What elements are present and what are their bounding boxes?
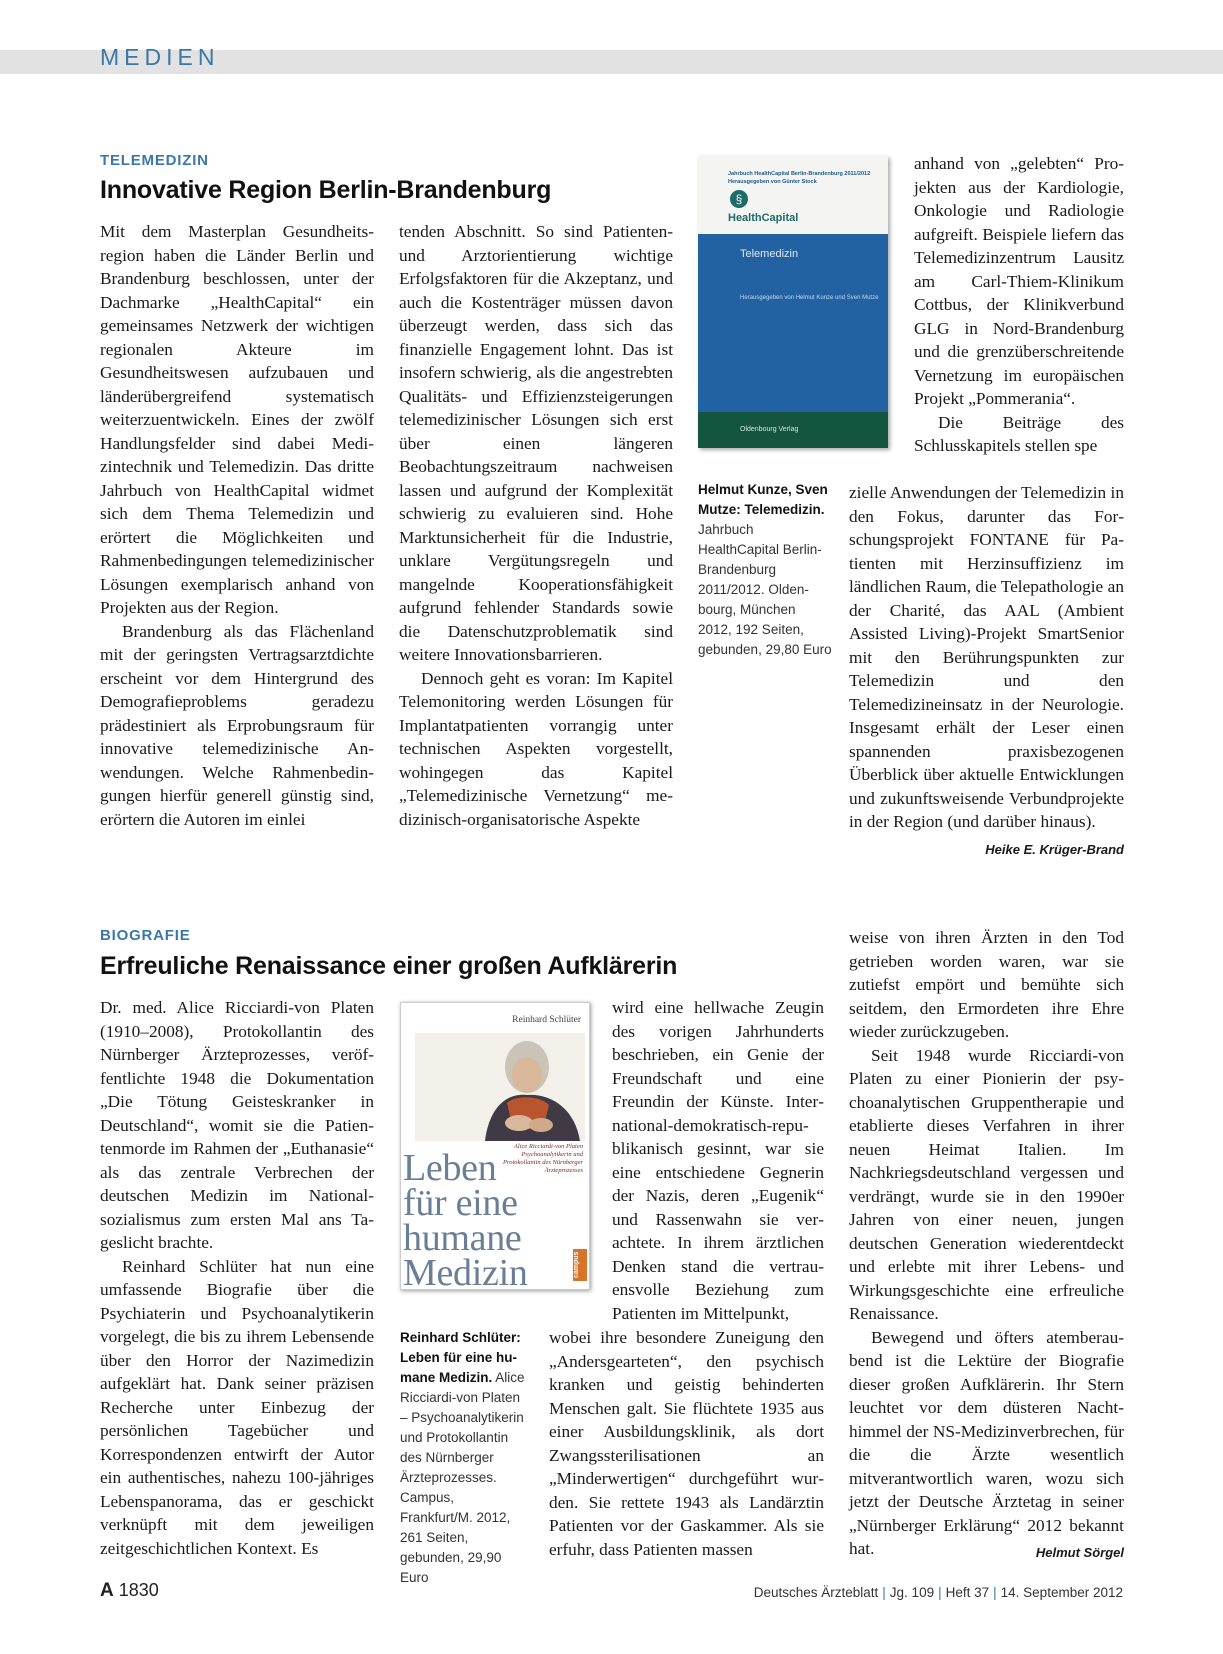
cover-yearbook-text: Jahrbuch HealthCapital Berlin-Brandenburg 2011/2012 Herausgegeben von Günter Stock — [728, 171, 871, 185]
book-cover-telemedizin — [698, 156, 888, 448]
cover-title-line: humane — [403, 1217, 522, 1259]
article1-headline: Innovative Region Berlin-Brandenburg — [100, 176, 552, 204]
article1-column-3-top — [914, 152, 1124, 458]
cover-editors: Herausgegeben von Helmut Kunze und Sven Mutze — [740, 295, 879, 301]
caption-title: Reinhard Schlüter: Leben für eine humane Medizin. — [400, 1330, 521, 1385]
paragraph-text: Bewegend und öfters atemberaubend ist die Lektüre der Biografie dieser großen Aufklärerin. Ihr Stern leuchtet vor dem düsteren Nachthimmel der NS-Medizinverbrechen, für die die Ärzte wesentlich mitverantwortlich waren, wozu sich jetzt der Deutsche Ärztetag in seiner „Nürnberger Erklärung“ 2012 bekannt hat. — [849, 1327, 1124, 1558]
journal-volume: Jg. 109 — [889, 1585, 935, 1600]
page-number — [100, 1580, 159, 1602]
article2-column-1 — [100, 996, 374, 1560]
author-signature: Heike E. Krüger-Brand — [985, 841, 1124, 857]
cover-title-line: für eine — [403, 1182, 518, 1224]
cover-title-line: Leben — [403, 1147, 497, 1189]
paragraph: Reinhard Schlüter hat nun eine umfassende Biografie über die Psychiaterin und Psychoanalytikerin vorgelegt, die bis zu ihrem Lebensende über den Horror der Nazimedizin aufgeklärt hat. Dank seiner präzisen Recherche unter Einbezug der persönlichen Tagebücher und Korrespondenzen entwirft der Autor ein authentisches, nahezu 100-jähriges Lebenspanorama, das er geschickt verknüpft mit dem jeweiligen zeitgeschichtlichen Kontext. Es — [100, 1256, 374, 1558]
paragraph-text: zielle Anwendungen der Telemedizin in den Fokus, darunter das Forschungsprojekt FONTANE für Patienten mit Herzinsuffizienz im ländlichen Raum, die Telepathologie an der Charité, das AAL (Ambient Assisted Living)-Projekt SmartSenior mit den Berührungspunkten zur Telemedizin und den Telemedizineinsatz in der Neurologie. Insgesamt erhält der Leser einen spannenden praxisbezogenen Überblick über aktuelle Entwicklungen und zukunftsweisende Verbundprojekte in der Region (und darüber hinaus). — [849, 483, 1124, 831]
article2-kicker: BIOGRAFIE — [100, 927, 191, 944]
paragraph: Seit 1948 wurde Ricciardi-von Platen zu einer Pionierin der psychoanalytischen Gruppentherapie und etablierte dieses Verfahren in ihrer neuen Heimat Italien. Im Nachkriegsdeutschland vergessen und verdrängt, wurde sie in den 1990er Jahren von einer neuen, jungen deutschen Generation wiederentdeckt und erlebte mit ihrer Lebens- und Wirkungsgeschichte eine erfreuliche Renaissance. — [849, 1045, 1124, 1323]
author-portrait-photo — [415, 1033, 585, 1141]
article1-column-2 — [399, 220, 673, 831]
cover-title-line: Medizin — [403, 1252, 528, 1290]
paragraph: wobei ihre besondere Zuneigung den „Andersgearteten“, den psychisch kranken und geistig behinderten Menschen galt. Sie flüchtete 1935 aus einer Ausbildungsklinik, als dort Zwangssterilisationen an „Minderwertigen“ durchgeführt wurden. Sie rettete 1943 als Landärztin Patienten vor der Gaskammer. Als sie erfuhr, dass Patienten massen — [549, 1328, 824, 1559]
caption-title: Helmut Kunze, Sven Mutze: Telemedizin. — [698, 482, 828, 517]
paragraph: Die Beiträge des Schlusskapitels stellen spe — [914, 412, 1124, 455]
paragraph: tenden Abschnitt. So sind Patienten- und Arztorientierung wichtige Erfolgsfaktoren für die Akzeptanz, und auch die Kostenträger müssen davon überzeugt werden, dass sich das finanzielle Engagement lohnt. Das ist insofern schwierig, als die angestrebten Qualitäts- und Effizienzsteigerungen telemedizinischer Lösungen sich erst über einen längeren Beobachtungszeitraum nachweisen lassen und aufgrund der Komplexität schwierig zu evaluieren sind. Hohe Marktunsicherheit für die Industrie, unklare Vergütungsregeln und mangelnde Kooperationsfähigkeit aufgrund fehlender Standards sowie die Datenschutzproblematik sind weitere Innovationsbarrieren. — [399, 222, 673, 664]
paragraph: Brandenburg als das Flächenland mit der geringsten Vertragsarztdichte erscheint vor dem Hintergrund des Demografieproblems geradezu prädestiniert als Erprobungsraum für innovative telemedizinische Anwendungen. Welche Rahmenbedingungen hierfür generell günstig sind, erörtern die Autoren im einlei — [100, 621, 374, 829]
cover-brand: HealthCapital — [728, 212, 799, 224]
page-prefix: A — [100, 1580, 114, 1601]
journal-name: Deutsches Ärzteblatt — [753, 1585, 879, 1600]
healthcapital-logo-icon: § — [730, 190, 748, 208]
paragraph: anhand von „gelebten“ Projekten aus der Kardiologie, Onkologie und Radiologie aufgreift. Beispiele liefern das Telemedizinzentrum Lausitz am Carl-Thiem-Klinikum Cottbus, der Klinikverbund GLG in Nord-Brandenburg und die grenzüberschreitende Vernetzung im europäischen Projekt „Pommerania“. — [914, 154, 1124, 408]
section-title: MEDIEN — [100, 44, 220, 70]
article1-kicker: TELEMEDIZIN — [100, 152, 209, 169]
paragraph: Dennoch geht es voran: Im Kapitel Telemonitoring werden Lösungen für Implantatpatienten vorrangig unter technischen Aspekten vorgestellt, wohingegen das Kapitel „Telemedizinische Vernetzung“ medizinisch-organisatorische Aspekte — [399, 668, 673, 829]
article2-column-3 — [849, 926, 1124, 1565]
article2-caption — [400, 1328, 525, 1588]
paragraph: weise von ihren Ärzten in den Tod getrieben worden waren, war sie zutiefst empört und bemühte sich seitdem, den Ermordeten ihre Ehre wieder zurückzugeben. — [849, 928, 1124, 1041]
cover-author: Reinhard Schlüter — [512, 1015, 581, 1025]
article2-column-2-top — [612, 996, 824, 1325]
article2-column-2-bottom — [549, 1326, 824, 1561]
paragraph: Mit dem Masterplan Gesundheitsregion haben die Länder Berlin und Brandenburg beschlossen, unter der Dachmarke „HealthCapital“ ein gemeinsames Netzwerk der wichtigen regionalen Akteure im Gesundheitswesen aufzubauen und länderübergreifend systematisch weiterzuentwickeln. Eines der zwölf Handlungsfelder sind dabei Medizintechnik und Telemedizin. Das dritte Jahrbuch von HealthCapital widmet sich dem Thema Telemedizin und erörtert die Möglichkeiten und Rahmenbedingungen telemedizinischer Lösungen exemplarisch anhand von Projekten aus der Region. — [100, 222, 374, 617]
article2-headline: Erfreuliche Renaissance einer großen Aufklärerin — [100, 952, 678, 980]
cover-publisher: Oldenbourg Verlag — [740, 426, 799, 433]
article1-column-1 — [100, 220, 374, 831]
author-signature: Helmut Sörgel — [1035, 1545, 1124, 1560]
cover-subtitle: Alice Ricciardi-von Platen Psychoanalytikerin und Protokollantin des Nürnberger Ärzteprozesses — [502, 1143, 583, 1174]
article1-column-3-bottom — [849, 481, 1124, 861]
journal-issue: Heft 37 — [945, 1585, 990, 1600]
page-number-value: 1830 — [118, 1580, 159, 1600]
book-cover-leben-fuer-eine-humane-medizin — [400, 1002, 590, 1290]
caption-details: Jahrbuch HealthCapital Berlin-Brandenburg 2011/2012. Oldenbourg, München 2012, 192 Seiten, gebunden, 29,80 Euro — [698, 522, 832, 657]
paragraph: Dr. med. Alice Ricciardi-von Platen (1910–2008), Protokollantin des Nürnberger Ärzteprozesses, veröffentlichte 1948 die Dokumentation „Die Tötung Geisteskranker in Deutschland“, womit sie die Patientenmorde im Rahmen der „Euthanasie“ als das zentrale Verbrechen der deutschen Medizin im Nationalsozialismus zum ersten Mal ans Tageslicht brachte. — [100, 998, 374, 1252]
journal-date: 14. September 2012 — [1000, 1585, 1123, 1600]
paragraph — [849, 481, 1124, 857]
publisher-logo: campus — [573, 1249, 587, 1281]
cover-title: Telemedizin — [740, 248, 799, 260]
journal-info: Deutsches Ärzteblatt | Jg. 109 | Heft 37 | 14. September 2012 — [753, 1585, 1123, 1600]
paragraph: wird eine hellwache Zeugin des vorigen Jahrhunderts beschrieben, ein Genie der Freundschaft und eine Freundin der Künste. International-demokratisch-republikanisch gesinnt, war sie eine entschiedene Gegnerin der Nazis, deren „Eugenik“ und Rassenwahn sie verachtete. In ihrem ärztlichen Denken stand die vertrauensvolle Beziehung zum Patienten im Mittelpunkt, — [612, 998, 824, 1323]
article1-caption — [698, 480, 833, 660]
paragraph — [849, 1326, 1124, 1561]
cover-title — [403, 1147, 528, 1290]
caption-details: Alice Ricciardi-von Platen – Psychoanalytikerin und Protokollantin des Nürnberger Ärzteprozesses. Campus, Frankfurt/M. 2012, 261 Seiten, gebunden, 29,90 Euro — [400, 1370, 525, 1585]
